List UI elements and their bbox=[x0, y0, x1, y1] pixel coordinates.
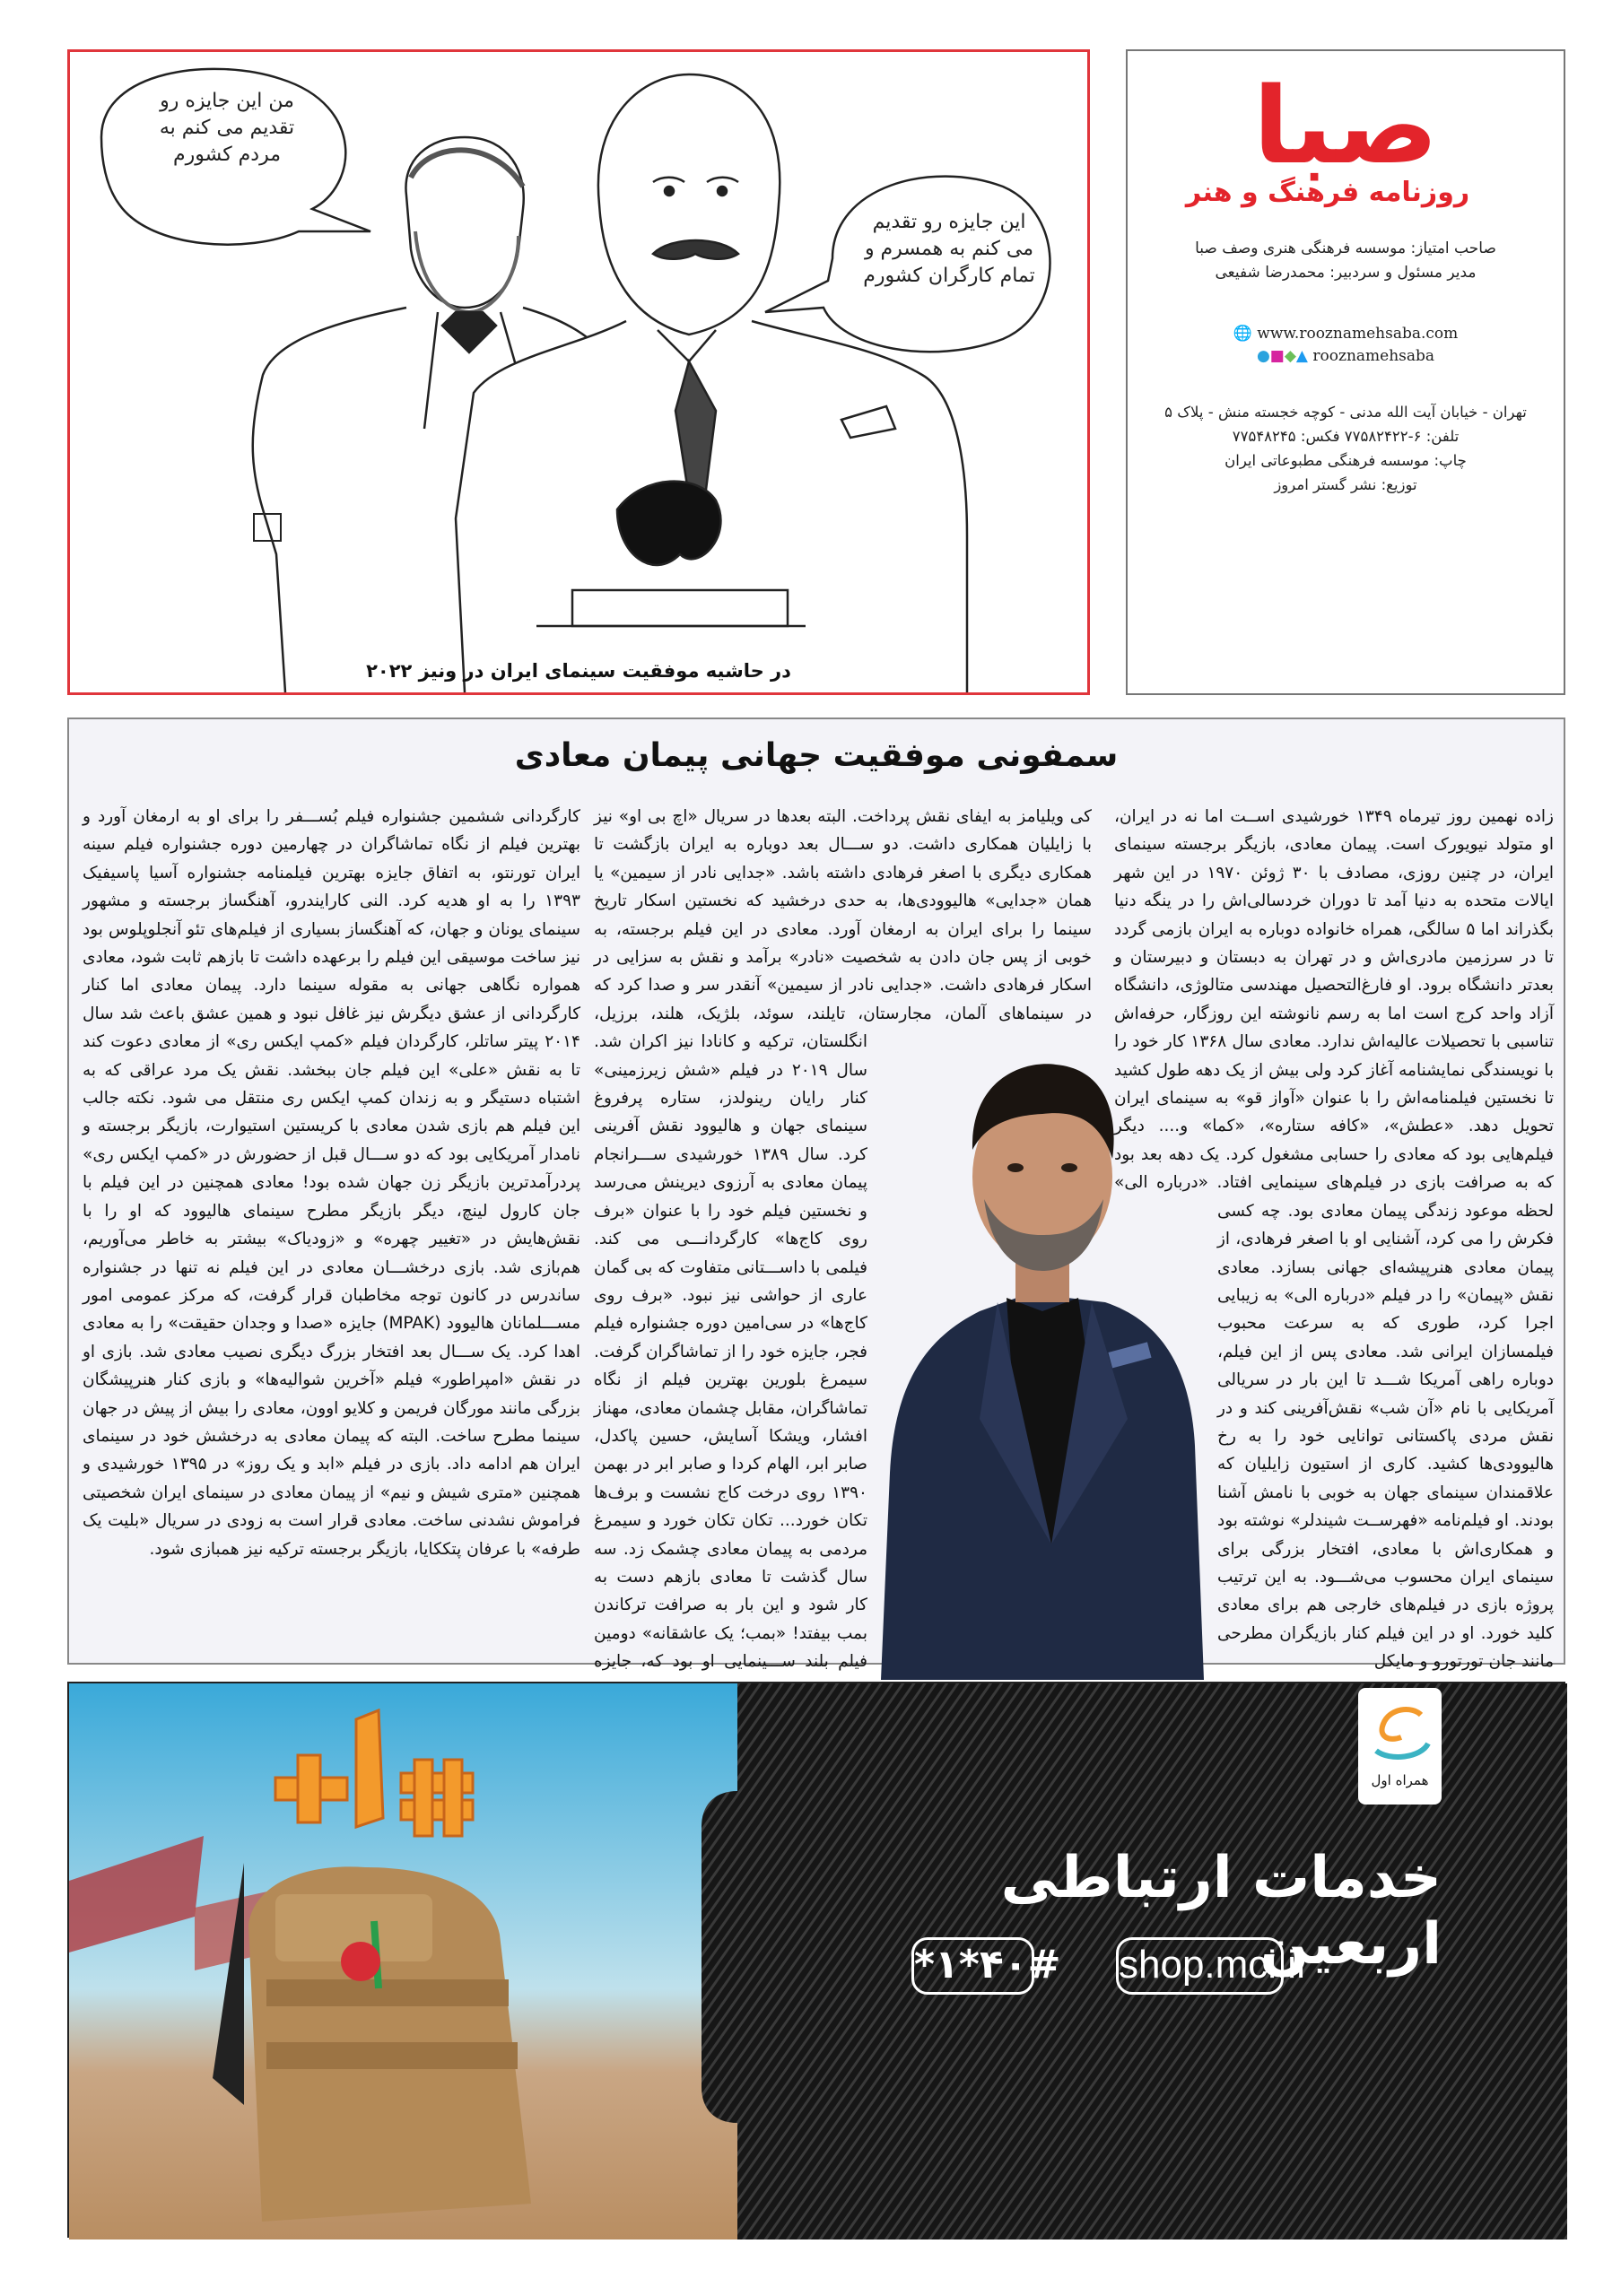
website-link[interactable] bbox=[1128, 325, 1564, 343]
editorial-cartoon bbox=[67, 49, 1090, 695]
ussd-code-button[interactable]: *۱*۴۰# bbox=[911, 1937, 1034, 1995]
masthead-box bbox=[1126, 49, 1565, 695]
phone-line: تلفن: ۶-۷۷۵۸۲۴۲۲ فکس: ۷۷۵۴۸۲۴۵ bbox=[1232, 428, 1460, 445]
globe-icon: 🌐 bbox=[1233, 325, 1252, 343]
owner-line: صاحب امتیاز: موسسه فرهنگی هنری وصف صبا bbox=[1195, 239, 1496, 257]
rubika-icon: ◆ bbox=[1284, 347, 1296, 365]
distribution-line: توزیع: نشر گستر امروز bbox=[1274, 476, 1417, 493]
article-headline: سمفونی موفقیت جهانی پیمان معادی bbox=[514, 737, 1119, 774]
column-1-text: زاده نهمین روز تیرماه ۱۳۴۹ خورشیدی اســت اما نه در ایران، او متولد نیویورک است. پیمان معادی، بازیگر برجسته سینمای ایران، در چنین روزی، مصادف با ۳۰ ژوئن ۱۹۷۰ در این شهر ایالات متحده به دنیا آمد تا دوران خردسالی‌اش را در ینگه دنیا بگذراند اما ۵ سالگی، همراه خانواده دوباره به ایران بازمی گردد تا در سرزمین مادری‌اش و در تهران به دبستان و دبیرستان و بعدتر دانشگاه برود. او فارغ‌التحصیل مهندسی متالوژی، دانشگاه آزاد واحد کرج است اما به رسم نانوشته این روزگار، حرفه‌اش تناسبی با تحصیلات عالیه‌اش ندارد. معادی سال ۱۳۶۸ کار خود را با نویسندگی نمایشنامه آغاز کرد ولی بیش از یک دهه طول کشید تا نخستین فیلمنامه‌اش را با عنوان «آواز قو» به سینمای ایران تحویل دهد. «عطش»، «کافه ستاره»، «کما» و.... دیگر فیلم‌هایی بود که معادی را حسابی مشغول کرد. یک دهه بعد بود که به صرافت بازی در فیلم‌های سینمایی افتاد. «درباره الی» لحظه موعود زندگی پیمان معادی بود. چه کسی فکرش را می کرد، آشنایی او با اصغر فرهادی، از پیمان معادی هنرپیشه‌ای جهانی بسازد. معادی نقش «پیمان» را در فیلم «درباره الی» به زیبایی اجرا کرد، طوری که به سرعت محبوب فیلمسازان ایرانی شد. معادی پس از این فیلم، دوباره راهی آمریکا شـــد تا این بار در سریالی آمریکایی با نام «آن شب» نقش‌آفرینی کند و در نقش مردی پاکستانی توانایی خود را به رخ هالیوودی‌ها کشید. کاری از استیون زایلیان که علاقمندان سینمای جهان به خوبی با نامش آشنا بودند. او فیلم‌نامه «فهرســت شیندلر» نوشته بود و همکاری‌اش با معادی، افتخار بزرگی برای سینمای ایران محسوب می‌شـــود. به این ترتیب پروژه بازی در فیلم‌های خارجی هم برای معادی کلید خورد. او در این فیلم کنار بازیگران مطرحی مانند جان تورتورو و مایکل bbox=[1114, 807, 1554, 1672]
newspaper-logo: صبا bbox=[1252, 64, 1439, 187]
mci-logo-icon bbox=[1358, 1688, 1442, 1769]
newspaper-tagline: روزنامه فرهنگ و هنر bbox=[1185, 177, 1470, 208]
actor-photo bbox=[872, 1042, 1208, 1680]
article-column-3 bbox=[83, 803, 580, 1650]
article-box bbox=[67, 718, 1565, 1672]
column-3-text: کارگردانی ششمین جشنواره فیلم بُســـفر را برای او به ارمغان آورد و بهترین فیلم از نگاه تماشاگران در چهارمین دوره جشنواره فیلم سینه ایران تورنتو، به اتفاق جایزه بهترین فیلمنامه جشنواره آسیا پاسیفیک ۱۳۹۳ را به او هدیه کرد. النی کارایندرو، آهنگساز برجسته و مشهور سینمای یونان و جهان، که آهنگساز بسیاری از فیلم‌های تئو آنجلوپلوس بود نیز ساخت موسیقی این فیلم را برعهده داشت تا بازهم ثابت شود، معادی همواره نگاهی جهانی به مقوله سینما دارد. پیمان معادی اما کنار کارگردانی از عشق دیگرش نیز غافل نبود و همین عشق باعث شد سال ۲۰۱۴ پیتر ساتلر، کارگردان فیلم «کمپ ایکس ری» از معادی دعوت کند تا به نقش «علی» این فیلم جان ببخشد. نقش یک مرد عراقی که به اشتباه دستیگر و به زندان کمپ ایکس ری منتقل می شود. نکته جالب این فیلم هم بازی شدن معادی با کریستین استیوارت، بازیگر برجسته و نامدار آمریکایی بود که دو ســـال قبل از حضورش در «کمپ ایکس ری» پردرآمدترین بازیگر زن جهان شده بود! معادی همچنین در این فیلم با جان کارول لینچ، دیگر بازیگر مطرح سینمای هالیوود که او را با نقش‌هایش در «تغییر چهره» و «زودیاک» بیشتر به خاطر می‌آوریم، هم‌بازی شد. بازی درخشـــان معادی در این فیلم نه تنها در جشنواره ساندرس در کانون توجه مخاطبان قرار گرفت، که مرکز عمومی امور مســـلمانان هالیوود (MPAK) جایزه «صدا و وجدان حقیقت» را به معادی اهدا کرد. یک ســـال بعد افتخار بزرگ دیگری نصیب معادی شد. بازی او در نقش «امپراطور» فیلم «آخرین شوالیه‌ها» و بازی کنار هنرپیشگان بزرگی مانند مورگان فریمن و کلایو اوون، معادی را بیش از پیش در جهان سینما مطرح ساخت. البته که پیمان معادی به درخشش خود در سینمای ایران هم ادامه داد. بازی در فیلم «ابد و یک روز» در ۱۳۹۵ خورشیدی و همچنین «متری شیش و نیم» از پیمان معادی در سینمای ایران شخصیتی فراموش نشدنی ساخت. معادی قرار است به زودی در سریال «بلیت یک طرفه» با عرفان پتککایا، بازیگر برجسته ترکیه نیز همبازی شود. bbox=[83, 807, 580, 1559]
front-figure bbox=[456, 74, 967, 692]
mci-logo-text: همراه اول bbox=[1371, 1772, 1429, 1788]
telegram-icon: ● bbox=[1256, 347, 1270, 365]
advertisement-banner[interactable] bbox=[67, 1682, 1565, 2238]
editor-line: مدیر مسئول و سردبیر: محمدرضا شفیعی bbox=[1215, 264, 1477, 282]
print-line: چاپ: موسسه فرهنگی مطبوعاتی ایران bbox=[1224, 452, 1467, 469]
mci-logo bbox=[1358, 1688, 1442, 1805]
backpack-icon bbox=[248, 1866, 531, 2222]
social-handle: rooznamehsaba bbox=[1312, 347, 1435, 365]
speech-bubble-right-text: این جایزه رو تقدیم می کنم به همسرم و تمام کارگران کشورم bbox=[863, 211, 1035, 287]
speech-bubble-left-text: من این جایزه رو تقدیم می کنم به مردم کشورم bbox=[159, 90, 295, 166]
website-text: www.rooznamehsaba.com bbox=[1257, 325, 1459, 343]
column-2-text: کی ویلیامز به ایفای نقش پرداخت. البته بعدها در سریال «اچ بی او» نیز با زایلیان همکاری داشت. دو ســـال بعد دوباره به ایران بازگشت تا همکاری دیگری با اصغر فرهادی داشته باشد. «جدایی نادر از سیمین» یا همان «جدایی» هالیوودی‌ها، به حدی درخشید که نخستین اسکار تاریخ سینما را برای ایران به ارمغان آورد. معادی در این فیلم برجسته، به خوبی از پس جان دادن به شخصیت «نادر» برآمد و نقش به سزایی در اسکار فرهادی داشت. «جدایی نادر از سیمین» آنقدر سر و صدا کرد که در سینماهای آلمان، مجارستان، تایلند، سوئد، بلژیک، هلند، برزیل، انگلستان، ترکیه و کانادا نیز اکران شد. سال ۲۰۱۹ در فیلم «شش زیرزمینی» کنار رایان رینولدز، ستاره پرفروغ سینمای جهان و هالیوود نقش آفرینی کرد. سال ۱۳۸۹ خورشیدی ســـرانجام پیمان معادی به آرزوی دیرینش می‌رسد و نخستین فیلم خود را با عنوان «برف روی کاج‌ها» کارگردانـــی می کند. فیلمی با داســـتانی متفاوت که بی گمان عاری از حواشی نیز نبود. «برف روی کاج‌ها» در سی‌امین دوره جشنواره فیلم فجر، جایزه خود را از تماشاگران گرفت. سیمرغ بلورین بهترین فیلم از نگاه تماشاگران، مقابل چشمان معادی، مهناز افشار، ویشکا آسایش، حسین پاکدل، صابر ابر، الهام کردا و صابر ابر در بهمن ۱۳۹۰ روی درخت کاج نشست و برف‌ها تکان خورد... تکان تکان خورد و سیمرغ مردمی به پیمان معادی چشمک زد. سه سال گذشت تا معادی بازهم دست به کار شود و این بار به صرافت ترکاندن بمب بیفتد! «بمب؛ یک عاشقانه» دومین فیلم بلند ســـینمایی او بود که، جایزه bbox=[594, 807, 1092, 1672]
twitter-icon: ▲ bbox=[1295, 347, 1308, 365]
cartoon-caption: در حاشیه موفقیت سینمای ایران در ونیز ۲۰۲۲ bbox=[366, 660, 791, 682]
address-line: تهران - خیابان آیت الله مدنی - کوچه خجسته منش - پلاک ۵ bbox=[1164, 404, 1527, 421]
ad-title: خدمات ارتباطی اربعین bbox=[1000, 1845, 1442, 1978]
shop-url-button[interactable]: shop.mci.ir bbox=[1116, 1937, 1284, 1995]
golden-lion-trophy bbox=[617, 482, 720, 565]
social-line[interactable] bbox=[1128, 347, 1564, 365]
instagram-icon: ■ bbox=[1269, 347, 1285, 365]
